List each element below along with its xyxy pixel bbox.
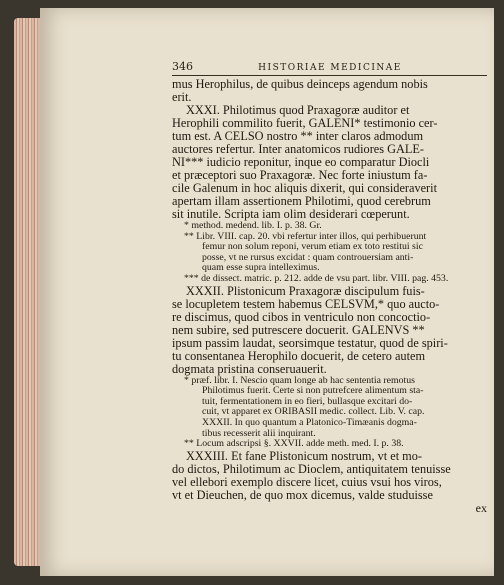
text-line: nem subire, sed putrescere docuerit. GALENVS ** xyxy=(172,322,425,337)
page-number: 346 xyxy=(172,60,193,73)
footnotes-xxxi xyxy=(172,221,487,285)
text-line: tu consentanea Herophilo docuerit, de cetero autem xyxy=(172,348,426,363)
footnote: *** de dissect. matric. p. 212. adde de vsu part. libr. VIII. pag. 453. xyxy=(184,272,449,284)
page-header xyxy=(172,60,487,76)
text-line: vel ellebori exemplo discere licet, cuius vsui hos viros, xyxy=(172,474,442,489)
footnote-line: femur non solum reponi, verum etiam ex toto restitui sic xyxy=(202,241,423,253)
text-line: mus Herophilus, de quibus deinceps agendum nobis xyxy=(172,77,428,91)
text-line: tum est. A CELSO nostro ** inter claros admodum xyxy=(172,129,424,143)
footnote-line: XXXII. In quo quantum a Platonico-Timæanis dogma- xyxy=(202,416,417,428)
footnote-line: Philotimus fuerit. Certe si non putrefcere alimentum sta- xyxy=(202,385,424,397)
text-line: apertam illam assertionem Philotimi, quod cerebrum xyxy=(172,194,431,208)
footnote-line: tibus recesserit alii inquirant. xyxy=(202,427,316,439)
footnote-line: tuit, fermentationem in eo fieri, bullasque excitari do- xyxy=(202,395,413,407)
text-line: vt et Dieuchen, de quo mox dicemus, valde studuisse xyxy=(172,487,433,502)
page-content xyxy=(172,60,487,516)
text-line: dogmata pristina conseruauerit. xyxy=(172,361,327,376)
text-line: Herophili commilito fuerit, GALENI* testimonio cer- xyxy=(172,116,438,130)
footnote-line: quam esse supra intelleximus. xyxy=(202,262,320,274)
text-line: do dictos, Philotimum ac Dioclem, antiquitatem tenuisse xyxy=(172,461,451,476)
text-line: XXXI. Philotimus quod Praxagoræ auditor et xyxy=(186,103,410,117)
book-page xyxy=(40,8,494,576)
text-line: re discimus, quod cibos in ventriculo non concoctio- xyxy=(172,309,431,324)
text-line: cile Galenum in hoc aliquis dixerit, qui consideraverit xyxy=(172,181,437,195)
footnote: ** Libr. VIII. cap. 20. vbi refertur inter illos, qui perhibuerunt xyxy=(184,230,427,242)
footnotes-xxxii xyxy=(172,376,487,450)
footnote: * præf. libr. I. Nescio quam longe ab hac sententia remotus xyxy=(184,374,415,386)
section-xxxiii xyxy=(172,450,487,502)
text-line: et præceptori suo Praxagoræ. Nec forte iniustum fa- xyxy=(172,168,428,182)
footnote: * method. medend. lib. I. p. 38. Gr. xyxy=(184,220,322,231)
text-line: se locupletem testem habemus CELSVM,* quo aucto- xyxy=(172,296,440,311)
text-line: sit inutile. Scripta iam olim desiderari cœperunt. xyxy=(172,207,410,221)
text-line: NI*** iudicio reponitur, inque eo comparatur Diocli xyxy=(172,155,430,169)
footnote: ** Locum adscripsi §. XXVII. adde meth. med. I. p. 38. xyxy=(184,438,404,450)
text-line: erit. xyxy=(172,90,192,104)
footnote-line: cuit, vt apparet ex ORIBASII medic. collect. Lib. V. cap. xyxy=(202,406,425,418)
text-line: XXXII. Plistonicum Praxagoræ discipulum fuis- xyxy=(186,283,425,298)
catchword: ex xyxy=(475,500,487,515)
footnote-line: posse, vt ne rursus excidat : quam controuersiam anti- xyxy=(202,251,414,263)
text-line: auctores refertur. Inter anatomicos rudiores GALE- xyxy=(172,142,424,156)
section-xxxii xyxy=(172,285,487,376)
running-head: HISTORIAE MEDICINAE xyxy=(258,63,402,73)
section-xxxi xyxy=(172,78,487,221)
text-line: XXXIII. Et fane Plistonicum nostrum, vt et mo- xyxy=(186,448,422,463)
text-line: ipsum passim laudat, seorsimque testatur, quod de spiri- xyxy=(172,335,448,350)
